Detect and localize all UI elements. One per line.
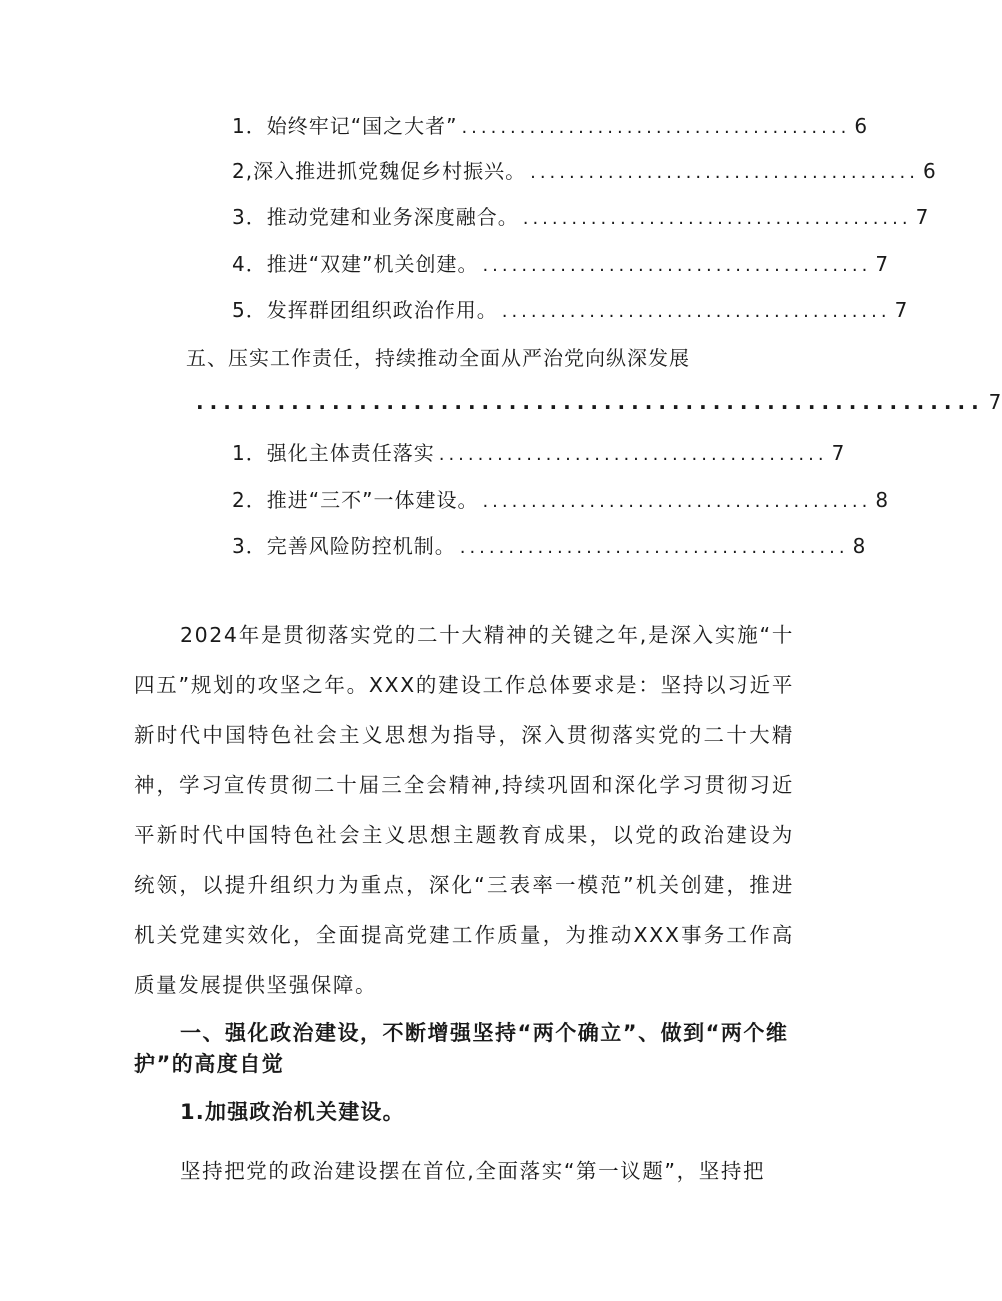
toc-entry-label: 3．推动党建和业务深度融合。: [232, 205, 519, 229]
toc-dot-leader: ........................................: [522, 208, 912, 229]
toc-page-number: 7: [988, 390, 1002, 414]
toc-entry-label: 3．完善风险防控机制。: [232, 534, 456, 558]
toc-section-heading[interactable]: 五、压实工作责任，持续推动全面从严治党向纵深发展: [186, 346, 690, 370]
toc-dot-leader: ........................................: [501, 301, 891, 322]
toc-dot-leader: ........................................: [530, 162, 919, 183]
toc-page-number: 7: [875, 252, 890, 276]
toc-section-leader-line: [196, 390, 1002, 420]
toc-dot-leader: ........................................: [438, 444, 828, 465]
toc-entry[interactable]: [232, 110, 869, 140]
toc-entry-label: 1．强化主体责任落实: [232, 441, 435, 465]
toc-entry[interactable]: [232, 294, 909, 324]
toc-entry-label: 2．推进“三不”一体建设。: [232, 488, 479, 512]
toc-entry[interactable]: [232, 248, 890, 278]
toc-entry[interactable]: [232, 155, 937, 185]
toc-page-number: 6: [922, 159, 937, 183]
section-heading: 一、强化政治建设，不断增强坚持“两个确立”、做到“两个维护”的高度自觉: [134, 1021, 789, 1076]
toc-page-number: 7: [831, 441, 846, 465]
toc-page-number: 7: [894, 298, 909, 322]
toc-page-number: 7: [915, 205, 930, 229]
toc-entry-label: 2,深入推进抓党魏促乡村振兴。: [232, 159, 527, 183]
toc-dot-leader: ..........................................................: [196, 390, 985, 414]
toc-dot-leader: ........................................: [459, 537, 849, 558]
intro-paragraph: 2024年是贯彻落实党的二十大精神的关键之年,是深入实施“十四五”规划的攻坚之年。XXX的建设工作总体要求是：坚持以习近平新时代中国特色社会主义思想为指导，深入贯彻落实党的二十大精神，学习宣传贯彻二十届三全会精神,持续巩固和深化学习贯彻习近平新时代中国特色社会主义思想主题教育成果，以党的政治建设为统领，以提升组织力为重点，深化“三表率一模范”机关创建，推进机关党建实效化，全面提高党建工作质量，为推动XXX事务工作高质量发展提供坚强保障。: [134, 623, 794, 997]
toc-dot-leader: ........................................: [482, 255, 872, 276]
toc-page-number: 8: [852, 534, 867, 558]
body-paragraph: 坚持把党的政治建设摆在首位,全面落实“第一议题”，坚持把: [180, 1159, 766, 1183]
toc-page-number: 8: [875, 488, 890, 512]
toc-dot-leader: ........................................: [461, 117, 851, 138]
toc-entry[interactable]: [232, 201, 930, 231]
subsection-heading: 1.加强政治机关建设。: [180, 1100, 405, 1124]
toc-entry-label: 5．发挥群团组织政治作用。: [232, 298, 498, 322]
toc-page-number: 6: [854, 114, 869, 138]
toc-entry-label: 4．推进“双建”机关创建。: [232, 252, 479, 276]
toc-entry[interactable]: [232, 484, 890, 514]
toc-entry-label: 1．始终牢记“国之大者”: [232, 114, 458, 138]
toc-dot-leader: ........................................: [482, 491, 872, 512]
toc-entry[interactable]: [232, 530, 867, 560]
toc-entry[interactable]: [232, 437, 846, 467]
